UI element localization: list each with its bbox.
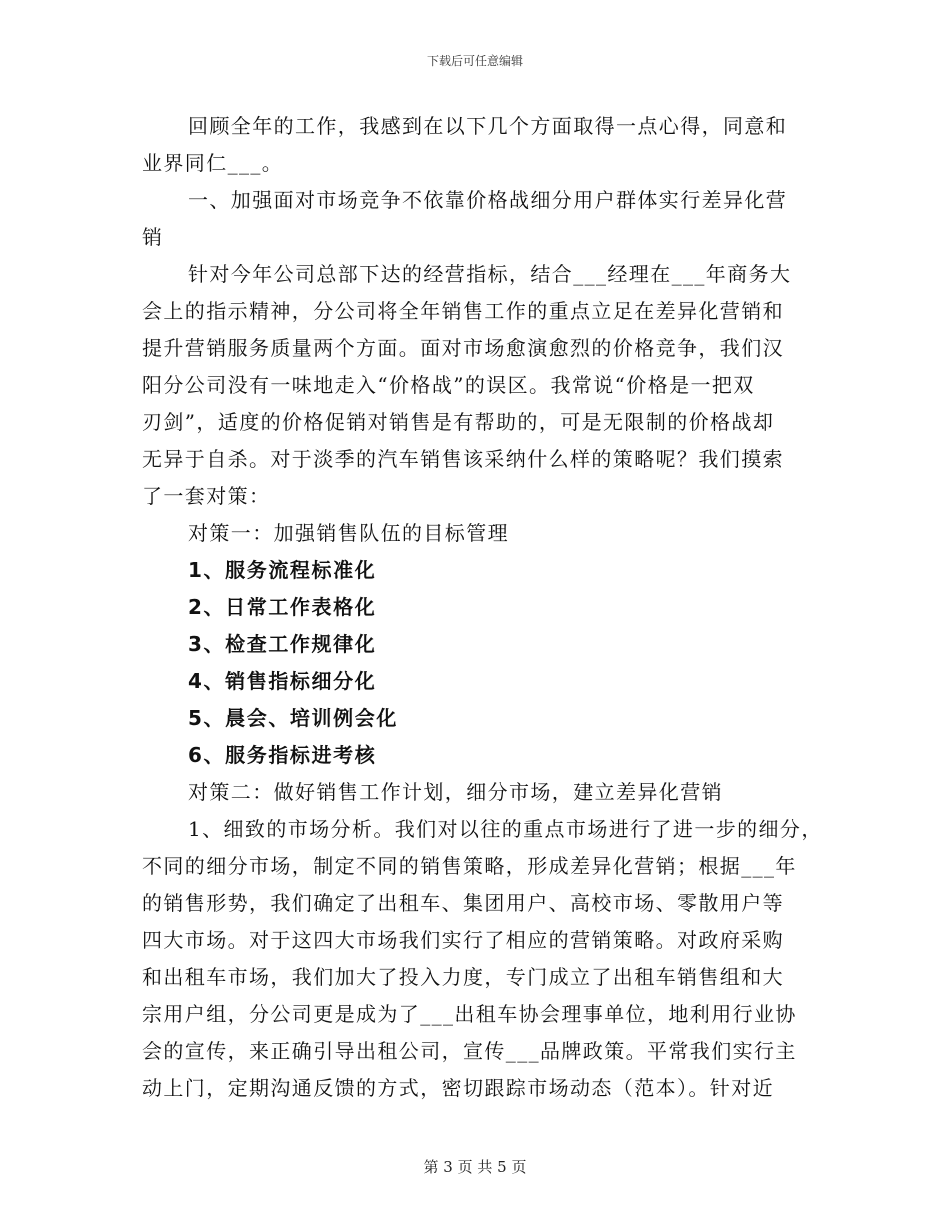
- page-footer: 第 3 页 共 5 页: [423, 1158, 527, 1176]
- list-item: 4、销售指标细分化: [188, 669, 377, 693]
- paragraph-line: 业界同仁___。: [142, 151, 284, 175]
- list-item: 5、晨会、培训例会化: [188, 706, 398, 730]
- paragraph-line: 不同的细分市场，制定不同的销售策略，形成差异化营销；根据___年: [142, 854, 797, 878]
- paragraph-line: 提升营销服务质量两个方面。面对市场愈演愈烈的价格竞争，我们汉: [142, 336, 784, 360]
- paragraph-line: 和出租车市场，我们加大了投入力度，专门成立了出租车销售组和大: [142, 965, 784, 989]
- paragraph-line: 宗用户组，分公司更是成为了___出租车协会理事单位，地利用行业协: [142, 1002, 797, 1026]
- list-item: 3、检查工作规律化: [188, 632, 377, 656]
- paragraph-line: 了一套对策：: [142, 484, 271, 508]
- section-heading-line: 销: [142, 225, 164, 249]
- paragraph-line: 1、细致的市场分析。我们对以往的重点市场进行了进一步的细分，: [188, 817, 823, 841]
- paragraph-line: 四大市场。对于这四大市场我们实行了相应的营销策略。对政府采购: [142, 928, 784, 952]
- paragraph-line: 的销售形势，我们确定了出租车、集团用户、高校市场、零散用户等: [142, 891, 784, 915]
- paragraph-line: 阳分公司没有一味地走入“价格战”的误区。我常说“价格是一把双: [142, 373, 755, 397]
- list-item: 2、日常工作表格化: [188, 595, 377, 619]
- paragraph-line: 回顾全年的工作，我感到在以下几个方面取得一点心得，同意和: [188, 114, 788, 138]
- document-body: [142, 108, 823, 1107]
- paragraph-line: 无异于自杀。对于淡季的汽车销售该采纳什么样的策略呢？我们摸索: [142, 447, 784, 471]
- strategy-heading: 对策一：加强销售队伍的目标管理: [188, 521, 509, 545]
- section-heading-line: 一、加强面对市场竞争不依靠价格战细分用户群体实行差异化营: [188, 188, 788, 212]
- paragraph-line: 会上的指示精神，分公司将全年销售工作的重点立足在差异化营销和: [142, 299, 784, 323]
- list-item: 1、服务流程标准化: [188, 558, 377, 582]
- paragraph-line: 刃剑”，适度的价格促销对销售是有帮助的，可是无限制的价格战却: [142, 410, 775, 434]
- list-item: 6、服务指标进考核: [188, 743, 377, 767]
- page-header: 下载后可任意编辑: [426, 54, 523, 68]
- paragraph-line: 针对今年公司总部下达的经营指标，结合___经理在___年商务大: [188, 262, 792, 286]
- paragraph-line: 会的宣传，来正确引导出租公司，宣传___品牌政策。平常我们实行主: [142, 1039, 797, 1063]
- strategy-heading: 对策二：做好销售工作计划，细分市场，建立差异化营销: [188, 780, 723, 804]
- paragraph-line: 动上门，定期沟通反馈的方式，密切跟踪市场动态（范本）。针对近: [142, 1076, 774, 1100]
